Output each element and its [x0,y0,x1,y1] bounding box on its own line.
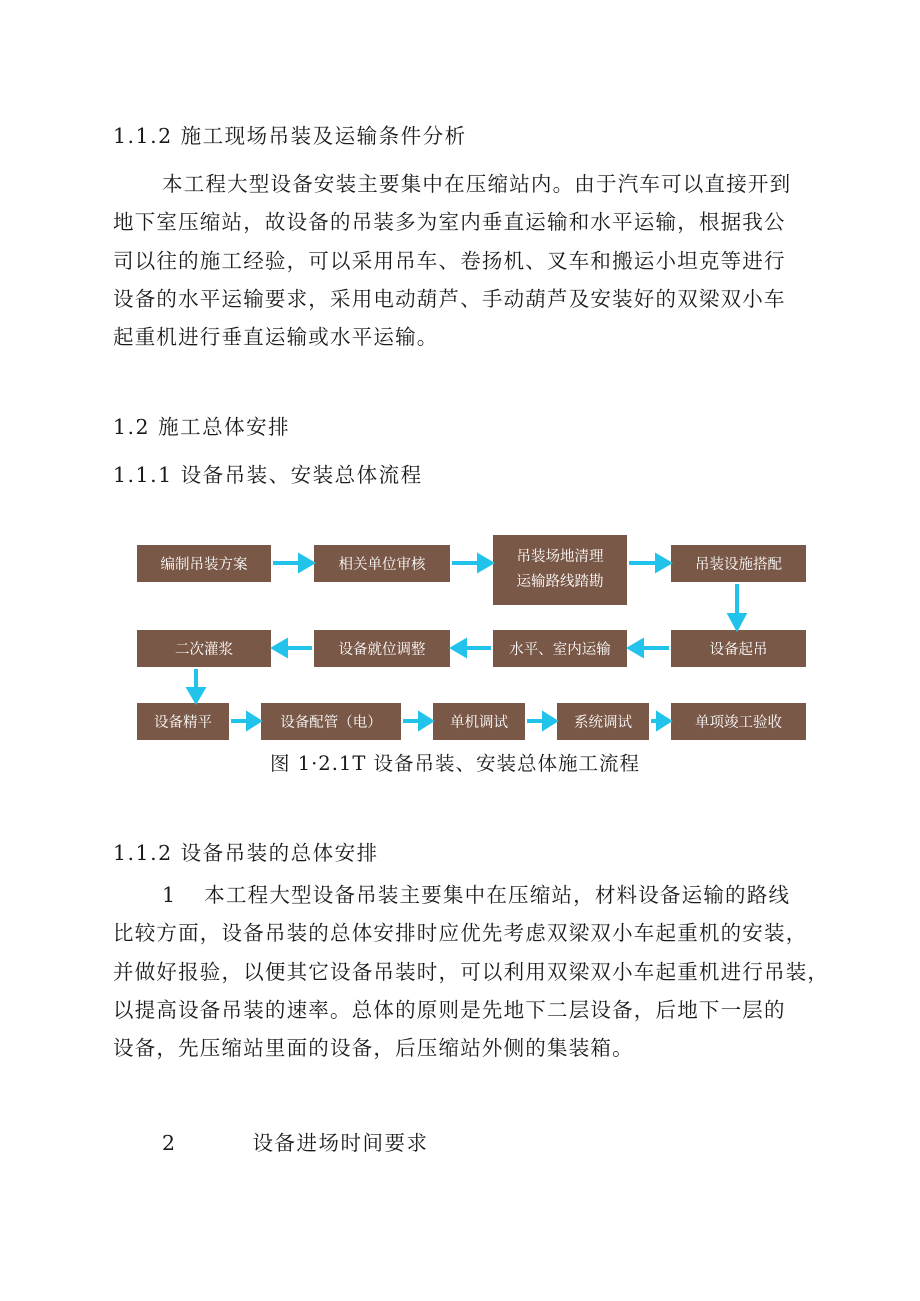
text-line: 比较方面，设备吊装的总体安排时应优先考虑双梁双小车起重机的安装， [113,921,808,946]
arrowhead-icon [274,641,286,655]
arrowhead-icon [730,615,744,628]
arrowhead-icon [479,556,491,570]
paragraph-overall-arrangement [113,876,838,1067]
flow-box-positioning: 设备就位调整 [314,630,450,667]
arrowhead-icon [248,714,259,728]
flow-box-prepare-plan: 编制吊装方案 [137,545,271,582]
flow-box-hoisting: 设备起吊 [671,630,806,667]
section-heading-1-1-2: 1.1.2 施工现场吊装及运输条件分析 [113,124,467,148]
text-line: 并做好报验，以便其它设备吊装时，可以利用双梁双小车起重机进行吊装， [113,959,830,984]
arrowhead-icon [630,641,642,655]
arrowhead-icon [420,714,431,728]
text-line: 地下室压缩站，故设备的吊装多为室内垂直运输和水平运输，根据我公 [113,210,786,235]
arrowhead-icon [300,556,312,570]
list-number: 1 [162,883,177,907]
list-item-2 [162,1126,429,1156]
arrowhead-icon [658,714,669,728]
flow-box-piping: 设备配管（电） [261,703,401,740]
section-heading-1-1-1: 1.1.1 设备吊装、安装总体流程 [113,463,423,487]
arrowhead-icon [453,641,465,655]
flow-box-leveling: 设备精平 [137,703,229,740]
text-line: 起重机进行垂直运输或水平运输。 [113,325,439,350]
flow-box-acceptance: 单项竣工验收 [671,703,806,740]
section-heading-1-2: 1.2 施工总体安排 [113,415,291,439]
arrowhead-icon [544,714,555,728]
flow-box-review: 相关单位审核 [314,545,450,582]
arrowhead-icon [657,556,669,570]
text-line: 本工程大型设备安装主要集中在压缩站内。由于汽车可以直接开到 [162,172,792,196]
flow-box-secondary-grouting: 二次灌浆 [137,630,271,667]
text-line: 司以往的施工经验，可以采用吊车、卷扬机、叉车和搬运小坦克等进行 [113,248,786,273]
list-number: 2 [162,1131,177,1155]
section-heading-overall-arrangement: 1.1.2 设备吊装的总体安排 [113,841,379,865]
text-line-content: 本工程大型设备吊装主要集中在压缩站，材料设备运输的路线 [204,883,791,907]
figure-caption: 图 1·2.1T 设备吊装、安装总体施工流程 [270,752,641,775]
flow-box-unit-test: 单机调试 [433,703,525,740]
flow-box-system-test: 系统调试 [557,703,649,740]
flow-box-lifting-setup: 吊装设施搭配 [671,545,806,582]
flow-box-line: 吊装场地清理 [516,549,604,565]
flow-box-transport: 水平、室内运输 [493,630,627,667]
arrowhead-icon [189,689,203,701]
list-item-text: 设备进场时间要求 [252,1131,429,1155]
text-line: 设备的水平运输要求，采用电动葫芦、手动葫芦及安装好的双梁双小车 [113,286,786,311]
text-line: 以提高设备吊装的速率。总体的原则是先地下二层设备，后地下一层的 [113,997,786,1022]
flow-box-line: 运输路线踏勘 [516,574,604,590]
text-line: 设备，先压缩站里面的设备，后压缩站外侧的集装箱。 [113,1036,634,1061]
text-line [113,876,838,914]
